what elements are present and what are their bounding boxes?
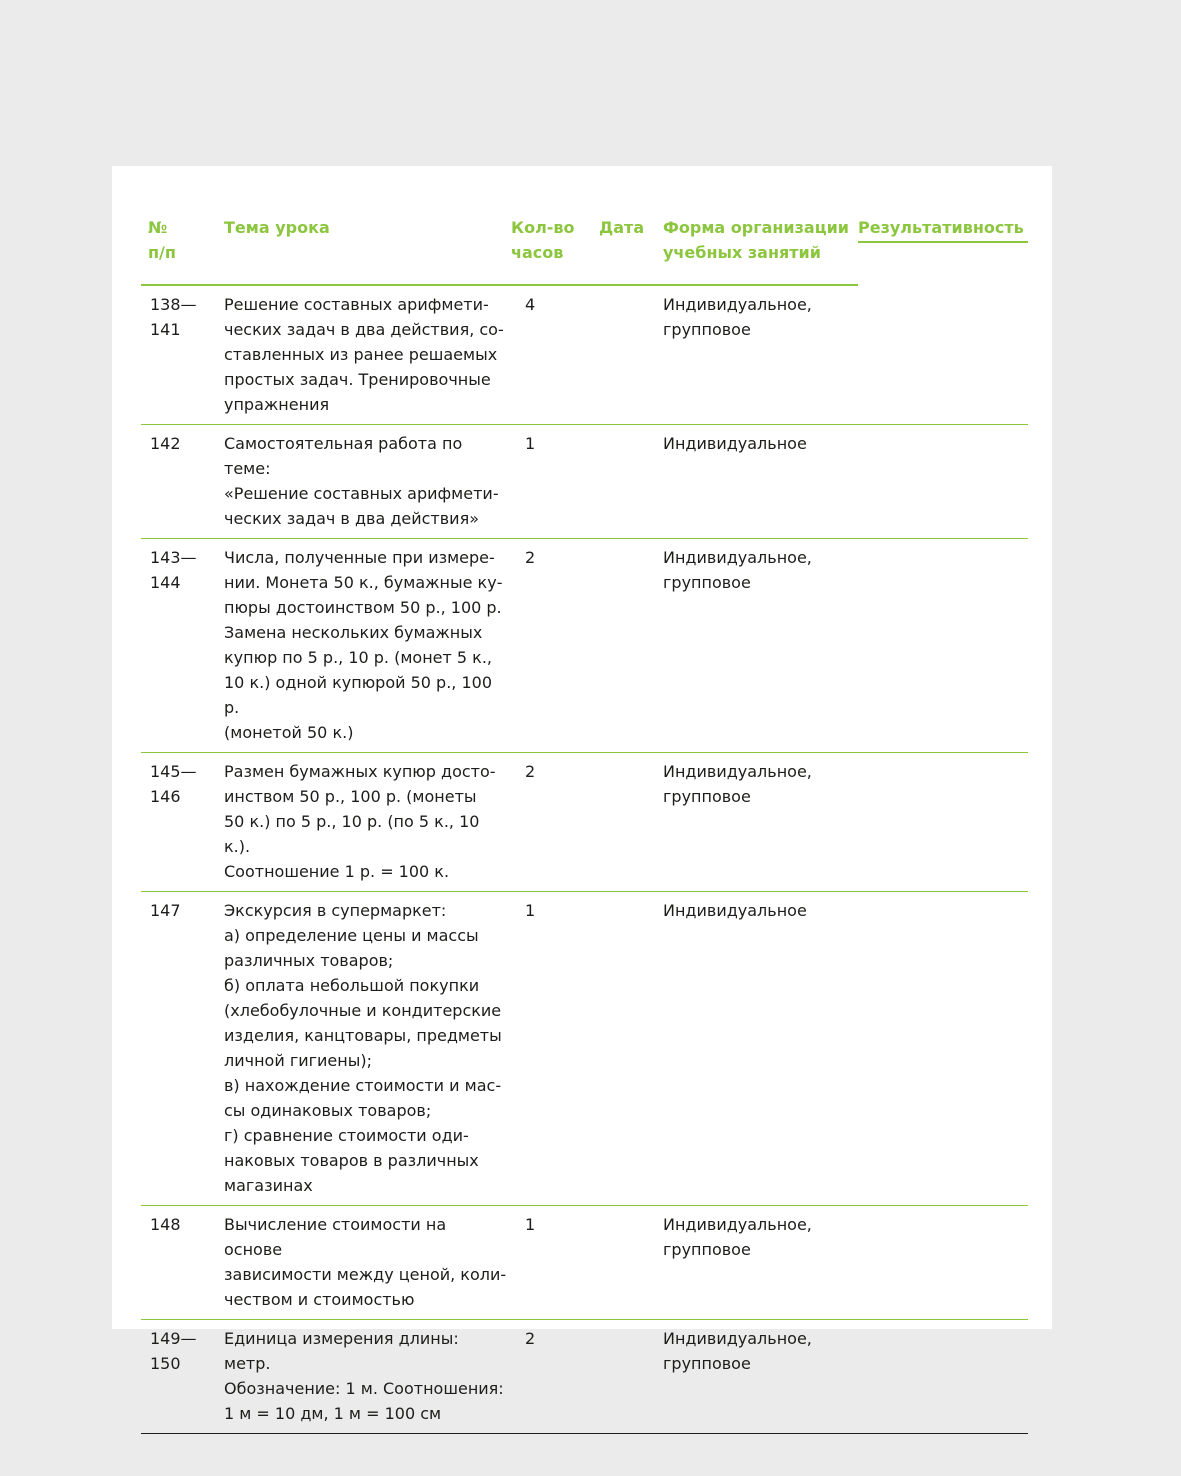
header-form: Форма организации учебных занятий (663, 215, 858, 285)
cell-number: 138— 141 (141, 285, 224, 425)
cell-topic: Экскурсия в супермаркет: а) определение цены и массы различных товаров; б) оплата небольшой покупки (хлебобулочные и кондитерские изделия, канцтовары, предметы личной гигиены); в) нахождение стоимости и мас- сы одинаковых товаров; г) сравнение стоимости оди- наковых товаров в различных магазинах (224, 892, 511, 1206)
cell-hours: 2 (511, 1320, 599, 1434)
header-result (858, 215, 1028, 285)
table-row (141, 539, 1028, 753)
cell-form: Индивидуальное, групповое (663, 539, 858, 753)
cell-result (858, 539, 1028, 753)
cell-hours: 2 (511, 539, 599, 753)
cell-topic: Решение составных арифмети- ческих задач в два действия, со- ставленных из ранее решаемых простых задач. Тренировочные упражнения (224, 285, 511, 425)
table-row (141, 892, 1028, 1206)
cell-number: 145— 146 (141, 753, 224, 892)
cell-form: Индивидуальное, групповое (663, 1206, 858, 1320)
cell-form: Индивидуальное (663, 425, 858, 539)
cell-form: Индивидуальное, групповое (663, 1320, 858, 1434)
table-row (141, 285, 1028, 425)
header-date: Дата (599, 215, 663, 285)
cell-date (599, 892, 663, 1206)
cell-result (858, 1206, 1028, 1320)
header-number: № п/п (141, 215, 224, 285)
table-header-row (141, 215, 1028, 285)
cell-topic: Числа, полученные при измере- нии. Монета 50 к., бумажные ку- пюры достоинством 50 р., 100 р. Замена нескольких бумажных купюр по 5 р., 10 р. (монет 5 к., 10 к.) одной купюрой 50 р., 100 р. (монетой 50 к.) (224, 539, 511, 753)
cell-result (858, 1320, 1028, 1434)
cell-form: Индивидуальное, групповое (663, 753, 858, 892)
cell-date (599, 539, 663, 753)
cell-hours: 1 (511, 892, 599, 1206)
cell-hours: 1 (511, 1206, 599, 1320)
cell-form: Индивидуальное, групповое (663, 285, 858, 425)
cell-number: 148 (141, 1206, 224, 1320)
lesson-plan-table (141, 215, 1028, 1434)
cell-date (599, 1206, 663, 1320)
cell-date (599, 285, 663, 425)
cell-topic: Вычисление стоимости на основе зависимости между ценой, коли- чеством и стоимостью (224, 1206, 511, 1320)
cell-date (599, 425, 663, 539)
header-result-label: Результативность (858, 215, 1028, 243)
cell-topic: Самостоятельная работа по теме: «Решение составных арифмети- ческих задач в два действия» (224, 425, 511, 539)
header-topic: Тема урока (224, 215, 511, 285)
cell-number: 147 (141, 892, 224, 1206)
cell-date (599, 1320, 663, 1434)
cell-result (858, 425, 1028, 539)
cell-hours: 2 (511, 753, 599, 892)
table-row (141, 1206, 1028, 1320)
document-page (112, 166, 1052, 1423)
cell-number: 143— 144 (141, 539, 224, 753)
cell-hours: 4 (511, 285, 599, 425)
cell-topic: Размен бумажных купюр досто- инством 50 р., 100 р. (монеты 50 к.) по 5 р., 10 р. (по 5 к., 10 к.). Соотношение 1 р. = 100 к. (224, 753, 511, 892)
table-row (141, 1320, 1028, 1434)
cell-date (599, 753, 663, 892)
cell-result (858, 753, 1028, 892)
header-hours: Кол-во часов (511, 215, 599, 285)
cell-result (858, 892, 1028, 1206)
table-row (141, 425, 1028, 539)
cell-hours: 1 (511, 425, 599, 539)
cell-result (858, 285, 1028, 425)
cell-topic: Единица измерения длины: метр. Обозначение: 1 м. Соотношения: 1 м = 10 дм, 1 м = 100 см (224, 1320, 511, 1434)
cell-number: 142 (141, 425, 224, 539)
table-body (141, 285, 1028, 1434)
cell-number: 149— 150 (141, 1320, 224, 1434)
table-row (141, 753, 1028, 892)
cell-form: Индивидуальное (663, 892, 858, 1206)
